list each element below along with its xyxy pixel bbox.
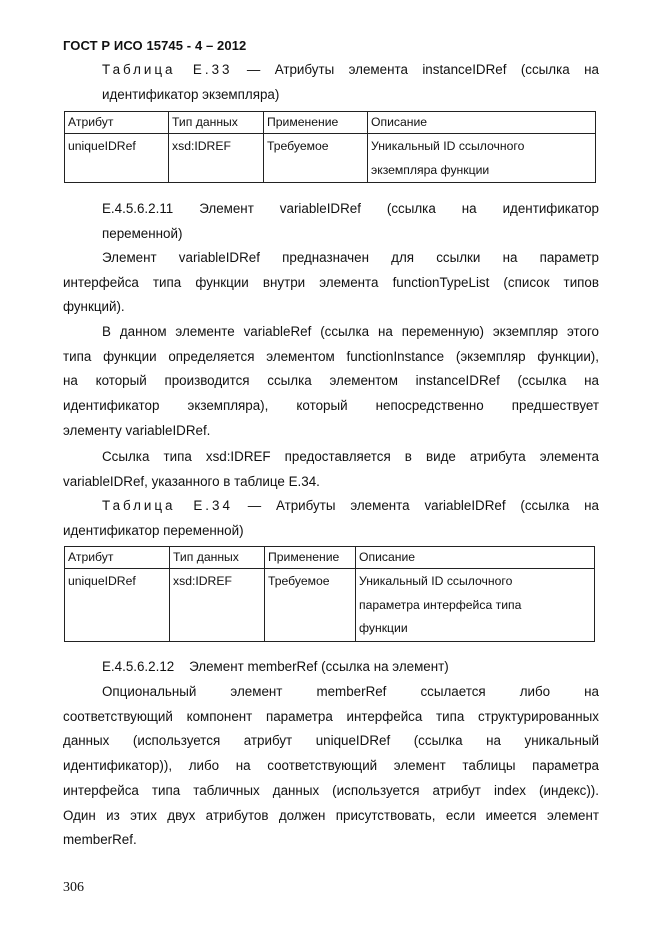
column-header: Описание: [356, 547, 595, 569]
section-number: Е.4.5.6.2.11: [102, 201, 174, 216]
paragraph-line: Один из этих двух атрибутов должен присутствовать, если имеется элемент: [63, 807, 599, 823]
heading-word: на: [461, 201, 477, 216]
table-cell-attribute: uniqueIDRef: [65, 569, 170, 642]
paragraph-line: Ссылка типа xsd:IDREF предоставляется в виде атрибута элемента: [102, 449, 599, 464]
paragraph-line: типа функции определяется элементом functionInstance (экземпляр функции),: [63, 348, 599, 364]
heading-word: Элемент: [199, 201, 254, 216]
table-cell-usage: Требуемое: [264, 134, 368, 183]
paragraph-line: функций).: [63, 299, 125, 315]
table-cell-attribute: uniqueIDRef: [65, 134, 169, 183]
table-row: [65, 134, 596, 183]
table-cell-type: xsd:IDREF: [169, 134, 264, 183]
table-cell-description: [356, 569, 595, 642]
paragraph-memberref: [63, 680, 599, 853]
table-e33-caption-rest: — Атрибуты элемента instanceIDRef (ссылка на: [246, 62, 599, 77]
table-e34-caption-line2: идентификатор переменной): [63, 522, 244, 538]
section-e456211-heading: [63, 197, 599, 246]
column-header: Применение: [265, 547, 356, 569]
table-header-row: [65, 112, 596, 134]
table-e33-caption-prefix: Таблица Е.33: [102, 62, 233, 77]
paragraph-variableref-instance: [63, 320, 599, 444]
paragraph-line: данных (используется атрибут uniqueIDRef (ссылка на уникальный: [63, 733, 599, 749]
column-header: Тип данных: [170, 547, 265, 569]
table-e33-caption-line2: идентификатор экземпляра): [102, 86, 280, 102]
table-header-row: [65, 547, 595, 569]
paragraph-line: variableIDRef, указанного в таблице Е.34.: [63, 473, 320, 489]
table-e33-caption: [63, 58, 599, 107]
table-e33: [64, 111, 596, 183]
paragraph-line: интерфейса типа функции внутри элемента functionTypeList (список типов: [63, 274, 599, 290]
paragraph-line: элементу variableIDRef.: [63, 422, 211, 438]
paragraph-line: memberRef.: [63, 832, 137, 848]
table-e34-caption-prefix: Таблица Е.34: [102, 498, 233, 513]
heading-line: переменной): [102, 225, 183, 241]
description-line: экземпляра функции: [371, 162, 490, 177]
column-header: Описание: [368, 112, 596, 134]
paragraph-line: соответствующий компонент параметра интерфейса типа структурированных: [63, 708, 599, 724]
table-e34: [64, 546, 595, 642]
section-e456212-heading: Е.4.5.6.2.12 Элемент memberRef (ссылка на элемент): [102, 659, 449, 674]
paragraph-line: интерфейса типа табличных данных (используется атрибут index (индекс)).: [63, 782, 599, 798]
table-row: [65, 569, 595, 642]
column-header: Атрибут: [65, 112, 169, 134]
heading-word: variableIDRef: [279, 201, 361, 216]
table-cell-description: [368, 134, 596, 183]
paragraph-line: Элемент variableIDRef предназначен для ссылки на параметр: [102, 250, 599, 265]
column-header: Тип данных: [169, 112, 264, 134]
description-line: Уникальный ID ссылочного: [371, 139, 525, 153]
column-header: Применение: [264, 112, 368, 134]
heading-word: (ссылка: [386, 201, 436, 216]
heading-word: идентификатор: [502, 201, 599, 216]
description-line: функции: [359, 621, 408, 635]
table-cell-usage: Требуемое: [265, 569, 356, 642]
description-line: Уникальный ID ссылочного: [359, 574, 513, 588]
column-header: Атрибут: [65, 547, 170, 569]
paragraph-line: на который производится ссылка элементом instanceIDRef (ссылка на: [63, 373, 599, 389]
table-e34-caption: [63, 494, 599, 543]
paragraph-line: В данном элементе variableRef (ссылка на переменную) экземпляр этого: [102, 324, 599, 339]
table-cell-type: xsd:IDREF: [170, 569, 265, 642]
page-number: 306: [63, 880, 84, 895]
paragraph-idref-reference: [63, 445, 599, 494]
paragraph-line: Опциональный элемент memberRef ссылается либо на: [102, 684, 599, 699]
description-line: параметра интерфейса типа: [359, 597, 522, 612]
paragraph-variableidref-purpose: [63, 246, 599, 320]
document-header: ГОСТ Р ИСО 15745 - 4 – 2012: [63, 38, 247, 53]
paragraph-line: идентификатор)), либо на соответствующий элемент таблицы параметра: [63, 758, 599, 774]
paragraph-line: идентификатор экземпляра), который непосредственно предшествует: [63, 398, 599, 414]
table-e34-caption-rest: — Атрибуты элемента variableIDRef (ссылка на: [247, 498, 599, 513]
